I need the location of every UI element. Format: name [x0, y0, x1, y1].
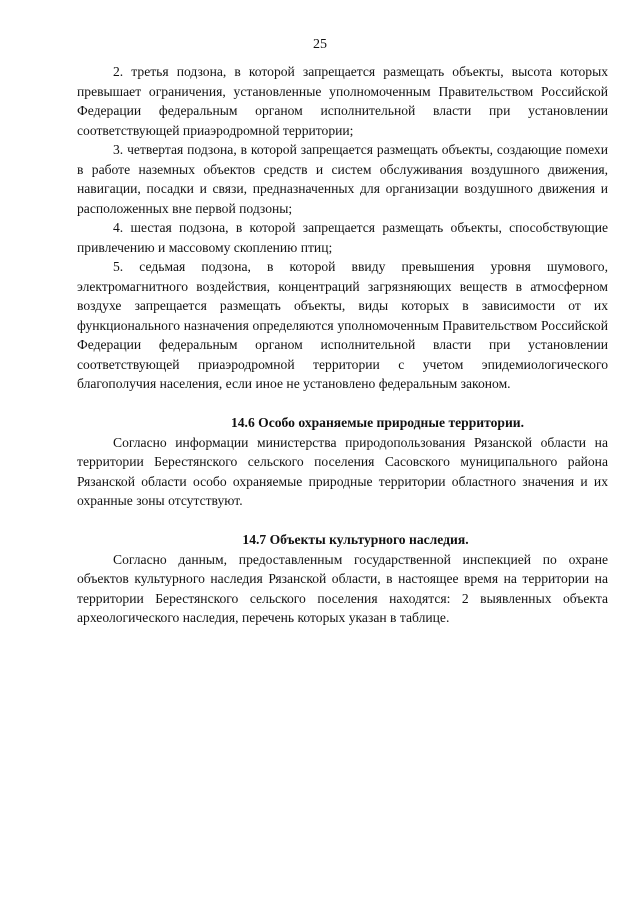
section-heading-cultural-heritage: 14.7 Объекты культурного наследия.: [242, 532, 469, 547]
section-heading-protected-areas: 14.6 Особо охраняемые природные территории.: [230, 415, 525, 430]
page-content: [77, 62, 608, 628]
section-spacer: [77, 394, 608, 414]
list-item-sixth-subzone: 4. шестая подзона, в которой запрещается размещать объекты, способствующие привлечению и массовому скоплению птиц;: [77, 220, 608, 255]
list-item-fourth-subzone: 3. четвертая подзона, в которой запрещается размещать объекты, создающие помехи в работе наземных объектов средств и систем обслуживания воздушного движения, навигации, посадки и связи, предназначенных для организации воздушного движения и расположенных вне первой подзоны;: [77, 142, 608, 216]
list-item-seventh-subzone: 5. седьмая подзона, в которой ввиду превышения уровня шумового, электромагнитного воздействия, концентраций загрязняющих веществ в атмосферном воздухе запрещается размещать объекты, виды которых в зависимости от их функционального назначения определяются уполномоченным Правительством Российской Федерации федеральным органом исполнительной власти при установлении соответствующей приаэродромной территории с учетом эпидемиологического благополучия населения, если иное не установлено федеральным законом.: [77, 259, 608, 391]
section-body-protected-areas: Согласно информации министерства природопользования Рязанской области на территории Берестянского сельского поселения Сасовского муниципального района Рязанской области особо охраняемые природные территории областного значения и их охранные зоны отсутствуют.: [77, 434, 608, 508]
page-number: 25: [313, 37, 327, 52]
list-item-third-subzone: 2. третья подзона, в которой запрещается размещать объекты, высота которых превышает ограничения, установленные уполномоченным Правительством Российской Федерации федеральным органом исполнительной власти при установлении соответствующей приаэродромной территории;: [77, 64, 608, 138]
section-body-cultural-heritage: Согласно данным, предоставленным государственной инспекцией по охране объектов культурного наследия Рязанской области, в настоящее время на территории на территории Берестянского сельского поселения находятся: 2 выявленных объекта археологического наследия, перечень которых указан в таблице.: [77, 551, 608, 625]
section-spacer: [77, 511, 608, 531]
